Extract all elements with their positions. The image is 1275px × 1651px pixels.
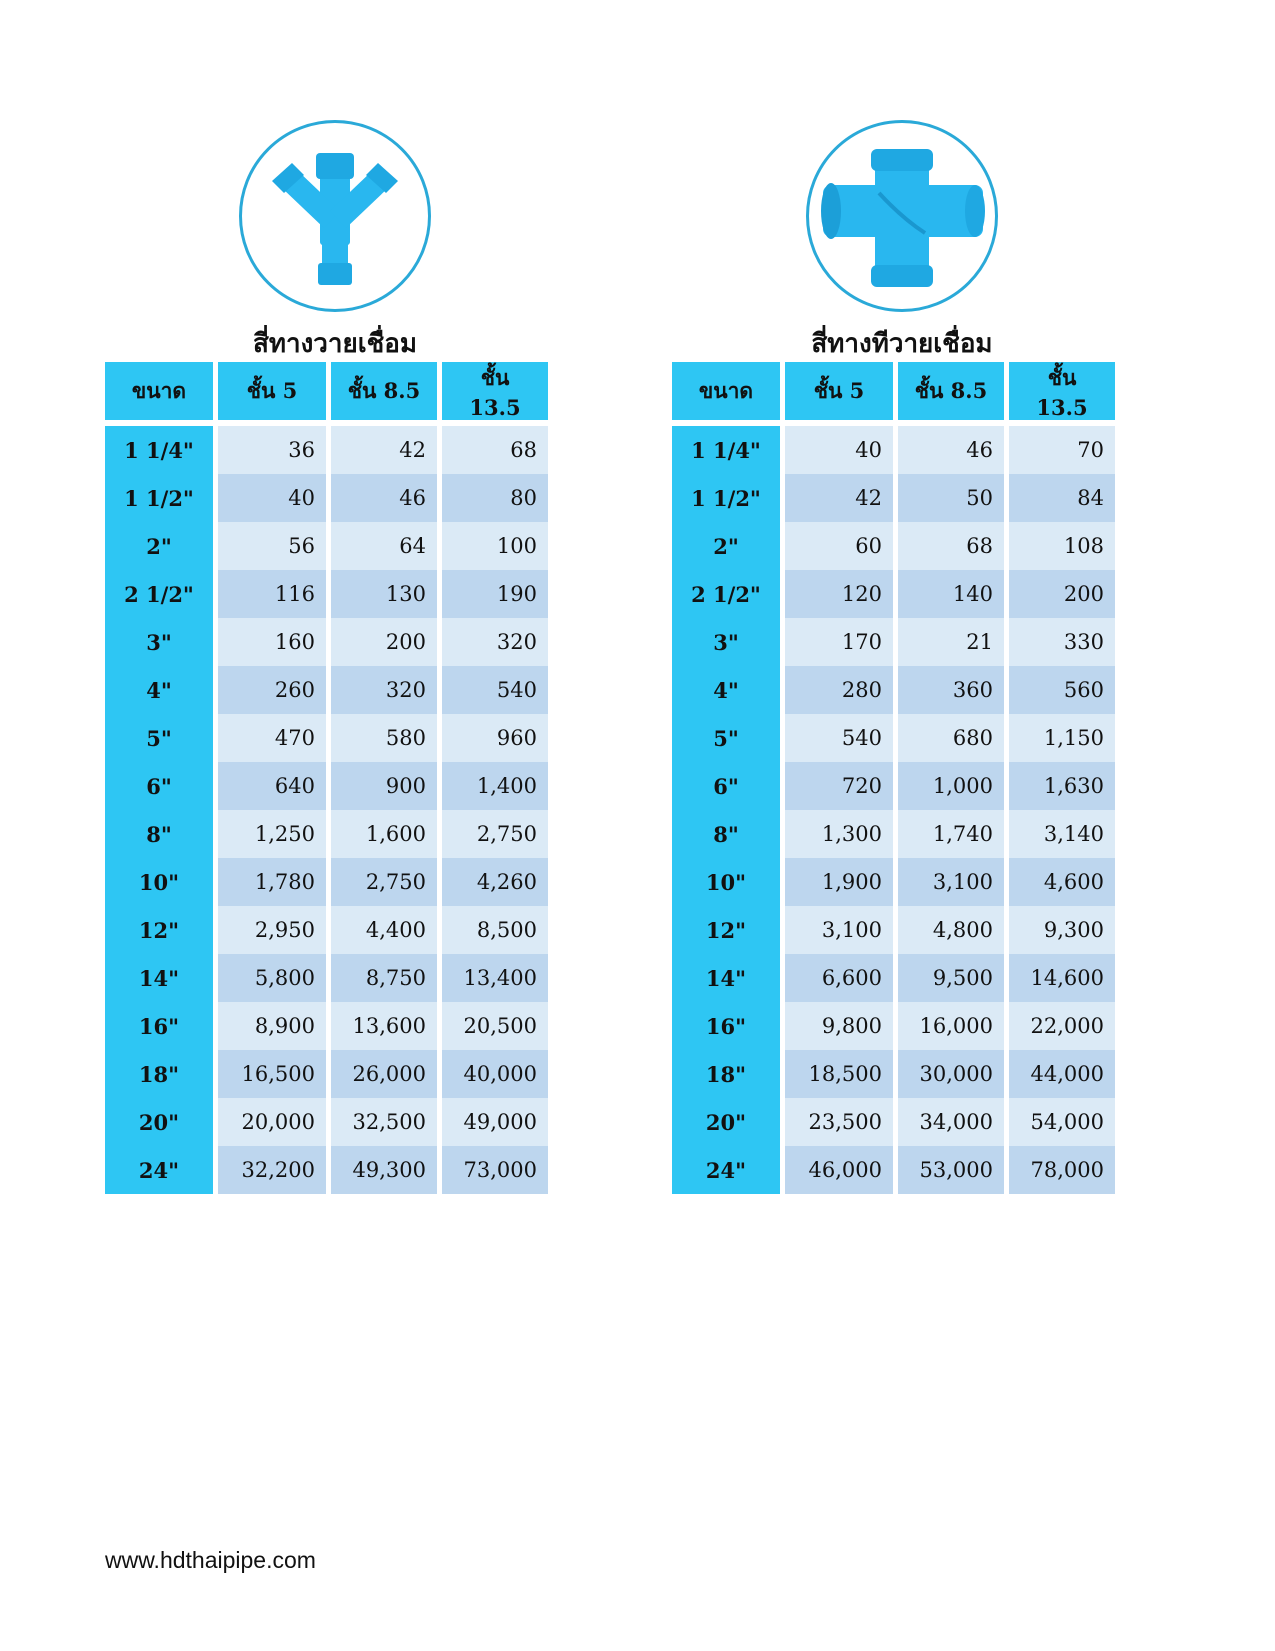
price-cell: 4,800 xyxy=(898,906,1004,954)
size-cell: 10" xyxy=(672,858,780,906)
table-row xyxy=(672,1146,1115,1194)
table-row xyxy=(105,762,548,810)
price-cell: 1,400 xyxy=(442,762,548,810)
price-cell: 1,780 xyxy=(218,858,326,906)
price-cell: 330 xyxy=(1009,618,1115,666)
column-header-class-5: ชั้น 5 xyxy=(785,362,893,420)
price-cell: 100 xyxy=(442,522,548,570)
table-row xyxy=(672,1002,1115,1050)
column-header-size: ขนาด xyxy=(672,362,780,420)
size-cell: 4" xyxy=(105,666,213,714)
price-cell: 14,600 xyxy=(1009,954,1115,1002)
size-cell: 20" xyxy=(672,1098,780,1146)
table-row xyxy=(672,1098,1115,1146)
price-cell: 160 xyxy=(218,618,326,666)
price-table xyxy=(100,362,553,1194)
price-cell: 4,400 xyxy=(331,906,437,954)
price-cell: 26,000 xyxy=(331,1050,437,1098)
price-cell: 1,900 xyxy=(785,858,893,906)
price-cell: 120 xyxy=(785,570,893,618)
price-cell: 2,750 xyxy=(331,858,437,906)
price-cell: 6,600 xyxy=(785,954,893,1002)
table-row xyxy=(105,810,548,858)
price-cell: 200 xyxy=(1009,570,1115,618)
table-row xyxy=(672,474,1115,522)
left-product-section xyxy=(105,120,565,1194)
price-cell: 200 xyxy=(331,618,437,666)
price-cell: 320 xyxy=(442,618,548,666)
size-cell: 2" xyxy=(105,522,213,570)
price-cell: 640 xyxy=(218,762,326,810)
price-cell: 470 xyxy=(218,714,326,762)
price-cell: 5,800 xyxy=(218,954,326,1002)
price-cell: 30,000 xyxy=(898,1050,1004,1098)
price-cell: 16,000 xyxy=(898,1002,1004,1050)
size-cell: 3" xyxy=(105,618,213,666)
price-cell: 13,400 xyxy=(442,954,548,1002)
size-cell: 20" xyxy=(105,1098,213,1146)
size-cell: 24" xyxy=(105,1146,213,1194)
table-row xyxy=(105,714,548,762)
price-cell: 46,000 xyxy=(785,1146,893,1194)
price-cell: 49,300 xyxy=(331,1146,437,1194)
price-cell: 40 xyxy=(218,474,326,522)
price-cell: 1,250 xyxy=(218,810,326,858)
price-cell: 280 xyxy=(785,666,893,714)
table-row xyxy=(672,570,1115,618)
price-cell: 1,000 xyxy=(898,762,1004,810)
table-row xyxy=(672,762,1115,810)
price-cell: 720 xyxy=(785,762,893,810)
price-cell: 108 xyxy=(1009,522,1115,570)
product-image-circle xyxy=(806,120,998,312)
size-cell: 16" xyxy=(672,1002,780,1050)
size-cell: 6" xyxy=(105,762,213,810)
price-cell: 960 xyxy=(442,714,548,762)
size-cell: 6" xyxy=(672,762,780,810)
price-cell: 116 xyxy=(218,570,326,618)
price-cell: 56 xyxy=(218,522,326,570)
price-cell: 32,500 xyxy=(331,1098,437,1146)
table-row xyxy=(672,618,1115,666)
table-row xyxy=(672,954,1115,1002)
table-row xyxy=(672,522,1115,570)
website-url: www.hdthaipipe.com xyxy=(105,1547,316,1573)
table-row xyxy=(105,954,548,1002)
size-cell: 2 1/2" xyxy=(672,570,780,618)
size-cell: 5" xyxy=(672,714,780,762)
price-cell: 2,750 xyxy=(442,810,548,858)
price-table-body xyxy=(105,426,548,1194)
table-row xyxy=(105,1002,548,1050)
price-cell: 18,500 xyxy=(785,1050,893,1098)
price-table-body xyxy=(672,426,1115,1194)
table-row xyxy=(105,1146,548,1194)
table-row xyxy=(105,426,548,474)
size-cell: 18" xyxy=(105,1050,213,1098)
right-product-section xyxy=(672,120,1132,1194)
table-row xyxy=(672,810,1115,858)
price-cell: 20,000 xyxy=(218,1098,326,1146)
price-cell: 1,600 xyxy=(331,810,437,858)
price-cell: 36 xyxy=(218,426,326,474)
product-title: สี่ทางทีวายเชื่อม xyxy=(811,329,993,359)
price-cell: 21 xyxy=(898,618,1004,666)
price-cell: 68 xyxy=(442,426,548,474)
size-cell: 16" xyxy=(105,1002,213,1050)
price-cell: 260 xyxy=(218,666,326,714)
price-cell: 13,600 xyxy=(331,1002,437,1050)
price-cell: 16,500 xyxy=(218,1050,326,1098)
price-cell: 130 xyxy=(331,570,437,618)
price-cell: 8,900 xyxy=(218,1002,326,1050)
price-cell: 4,260 xyxy=(442,858,548,906)
price-cell: 46 xyxy=(898,426,1004,474)
price-cell: 9,800 xyxy=(785,1002,893,1050)
table-row xyxy=(672,666,1115,714)
price-cell: 3,140 xyxy=(1009,810,1115,858)
table-row xyxy=(672,714,1115,762)
column-header-class-5: ชั้น 5 xyxy=(218,362,326,420)
price-cell: 46 xyxy=(331,474,437,522)
price-cell: 64 xyxy=(331,522,437,570)
cross-tee-pipe-fitting-icon xyxy=(809,123,995,309)
price-cell: 3,100 xyxy=(898,858,1004,906)
price-cell: 42 xyxy=(785,474,893,522)
price-cell: 84 xyxy=(1009,474,1115,522)
table-row xyxy=(105,906,548,954)
price-cell: 3,100 xyxy=(785,906,893,954)
price-cell: 320 xyxy=(331,666,437,714)
column-header-class-13-5: ชั้น 13.5 xyxy=(442,362,548,420)
table-row xyxy=(105,570,548,618)
size-cell: 4" xyxy=(672,666,780,714)
price-cell: 1,740 xyxy=(898,810,1004,858)
size-cell: 3" xyxy=(672,618,780,666)
price-cell: 53,000 xyxy=(898,1146,1004,1194)
price-cell: 49,000 xyxy=(442,1098,548,1146)
price-cell: 70 xyxy=(1009,426,1115,474)
size-cell: 8" xyxy=(105,810,213,858)
column-header-class-8-5: ชั้น 8.5 xyxy=(331,362,437,420)
price-cell: 23,500 xyxy=(785,1098,893,1146)
table-row xyxy=(105,858,548,906)
size-cell: 14" xyxy=(105,954,213,1002)
column-header-size: ขนาด xyxy=(105,362,213,420)
price-cell: 40,000 xyxy=(442,1050,548,1098)
price-cell: 540 xyxy=(442,666,548,714)
price-cell: 580 xyxy=(331,714,437,762)
size-cell: 1 1/4" xyxy=(672,426,780,474)
table-row xyxy=(105,618,548,666)
price-cell: 9,500 xyxy=(898,954,1004,1002)
table-row xyxy=(105,1050,548,1098)
table-row xyxy=(105,522,548,570)
size-cell: 2 1/2" xyxy=(105,570,213,618)
price-cell: 68 xyxy=(898,522,1004,570)
price-cell: 170 xyxy=(785,618,893,666)
price-cell: 360 xyxy=(898,666,1004,714)
price-cell: 80 xyxy=(442,474,548,522)
price-cell: 34,000 xyxy=(898,1098,1004,1146)
size-cell: 14" xyxy=(672,954,780,1002)
size-cell: 1 1/2" xyxy=(105,474,213,522)
price-cell: 73,000 xyxy=(442,1146,548,1194)
price-cell: 32,200 xyxy=(218,1146,326,1194)
price-cell: 50 xyxy=(898,474,1004,522)
size-cell: 24" xyxy=(672,1146,780,1194)
price-table xyxy=(667,362,1120,1194)
price-cell: 40 xyxy=(785,426,893,474)
column-header-class-8-5: ชั้น 8.5 xyxy=(898,362,1004,420)
price-cell: 54,000 xyxy=(1009,1098,1115,1146)
price-cell: 900 xyxy=(331,762,437,810)
size-cell: 18" xyxy=(672,1050,780,1098)
table-row xyxy=(672,426,1115,474)
column-header-class-13-5: ชั้น 13.5 xyxy=(1009,362,1115,420)
price-cell: 42 xyxy=(331,426,437,474)
price-cell: 8,750 xyxy=(331,954,437,1002)
size-cell: 10" xyxy=(105,858,213,906)
size-cell: 1 1/2" xyxy=(672,474,780,522)
product-image-circle xyxy=(239,120,431,312)
price-cell: 9,300 xyxy=(1009,906,1115,954)
price-cell: 140 xyxy=(898,570,1004,618)
price-cell: 8,500 xyxy=(442,906,548,954)
price-cell: 4,600 xyxy=(1009,858,1115,906)
double-wye-pipe-fitting-icon xyxy=(242,123,428,309)
table-row xyxy=(672,858,1115,906)
size-cell: 8" xyxy=(672,810,780,858)
size-cell: 12" xyxy=(105,906,213,954)
price-cell: 540 xyxy=(785,714,893,762)
table-row xyxy=(105,1098,548,1146)
product-title: สี่ทางวายเชื่อม xyxy=(252,329,418,359)
size-cell: 2" xyxy=(672,522,780,570)
price-cell: 78,000 xyxy=(1009,1146,1115,1194)
price-cell: 20,500 xyxy=(442,1002,548,1050)
price-cell: 1,300 xyxy=(785,810,893,858)
size-cell: 5" xyxy=(105,714,213,762)
price-cell: 60 xyxy=(785,522,893,570)
price-cell: 680 xyxy=(898,714,1004,762)
price-cell: 560 xyxy=(1009,666,1115,714)
table-row xyxy=(105,666,548,714)
price-cell: 2,950 xyxy=(218,906,326,954)
size-cell: 1 1/4" xyxy=(105,426,213,474)
price-cell: 190 xyxy=(442,570,548,618)
price-cell: 1,150 xyxy=(1009,714,1115,762)
price-cell: 1,630 xyxy=(1009,762,1115,810)
price-cell: 22,000 xyxy=(1009,1002,1115,1050)
table-row xyxy=(672,906,1115,954)
table-row xyxy=(672,1050,1115,1098)
size-cell: 12" xyxy=(672,906,780,954)
price-cell: 44,000 xyxy=(1009,1050,1115,1098)
table-row xyxy=(105,474,548,522)
